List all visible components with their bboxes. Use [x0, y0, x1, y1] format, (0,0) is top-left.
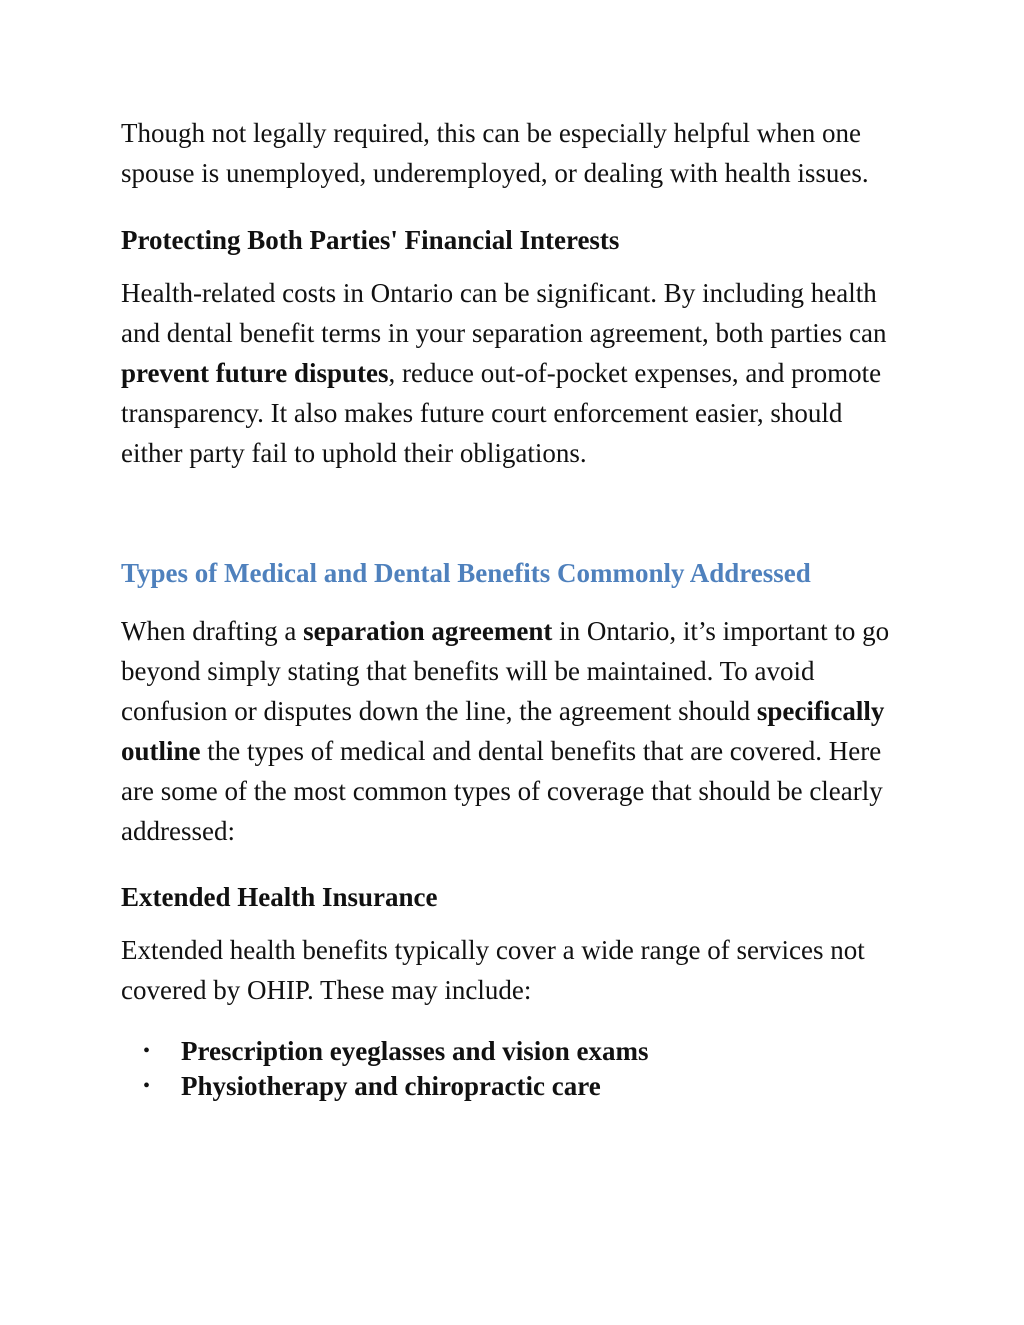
list-item — [121, 1034, 901, 1069]
bullet-icon: • — [143, 1075, 151, 1097]
list-item-label: Physiotherapy and chiropractic care — [181, 1071, 601, 1101]
list-item-label: Prescription eyeglasses and vision exams — [181, 1036, 649, 1066]
protecting-bold-phrase: prevent future disputes — [121, 358, 389, 388]
protecting-text-after: , reduce out-of-pocket expenses, and promote transparency. It also makes future court enforcement easier, should either party fail to uphold their obligations. — [121, 358, 882, 468]
types-bold-1: separation agreement — [303, 616, 553, 646]
extended-paragraph: Extended health benefits typically cover a wide range of services not covered by OHIP. These may include: — [121, 935, 865, 1005]
heading-types-of-benefits: Types of Medical and Dental Benefits Commonly Addressed — [121, 558, 811, 588]
heading-extended-health-insurance: Extended Health Insurance — [121, 882, 438, 912]
types-text-2: in Ontario, it’s important to go beyond simply stating that benefits will be maintained. To avoid confusion or disputes down the line, the agreement should — [121, 616, 890, 726]
protecting-text-before: Health-related costs in Ontario can be significant. By including health and dental benefit terms in your separation agreement, both parties can — [121, 278, 887, 348]
types-text-3: the types of medical and dental benefits that are covered. Here are some of the most common types of coverage that should be clearly addressed: — [121, 736, 883, 846]
types-paragraph — [121, 611, 901, 851]
extended-benefits-list — [121, 1034, 901, 1104]
document-page — [121, 113, 901, 1104]
intro-paragraph: Though not legally required, this can be especially helpful when one spouse is unemployed, underemployed, or dealing with health issues. — [121, 118, 869, 188]
types-bold-2: specifically outline — [121, 696, 885, 766]
protecting-paragraph — [121, 273, 901, 473]
heading-protecting-financial-interests: Protecting Both Parties' Financial Interests — [121, 225, 620, 255]
types-text-1: When drafting a — [121, 616, 304, 646]
list-item — [121, 1069, 901, 1104]
bullet-icon: • — [143, 1040, 151, 1062]
